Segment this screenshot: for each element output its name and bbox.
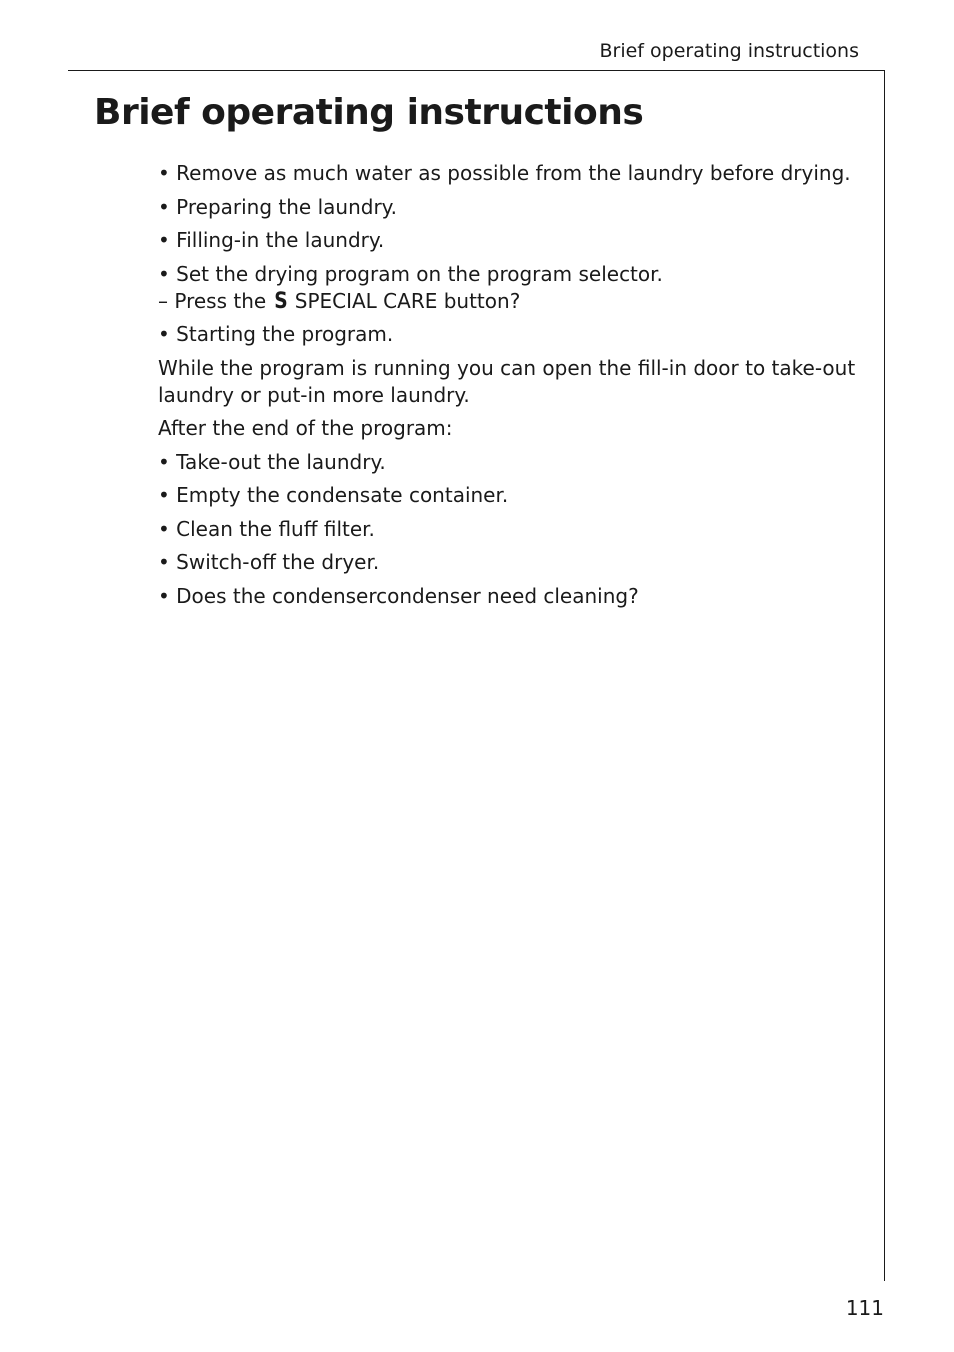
step-preparing: • Preparing the laundry. xyxy=(158,194,398,219)
instructions-body xyxy=(158,160,863,616)
list-item xyxy=(158,227,863,254)
step-condenser-check: • Does the condensercondenser need cleaning? xyxy=(158,583,639,608)
side-rule xyxy=(884,70,885,1281)
list-item xyxy=(158,449,863,476)
list-item xyxy=(158,583,863,610)
list-item xyxy=(158,549,863,576)
list-item xyxy=(158,261,863,315)
after-end-heading: After the end of the program: xyxy=(158,416,453,440)
list-item xyxy=(158,160,863,187)
running-note: While the program is running you can open the fill-in door to take-out laundry or put-in more laundry. xyxy=(158,355,856,407)
list-item xyxy=(158,194,863,221)
step-clean-filter: • Clean the fluff filter. xyxy=(158,516,375,541)
special-care-prefix: – Press the xyxy=(158,288,273,313)
special-care-icon: S xyxy=(273,288,288,314)
list-item xyxy=(158,516,863,543)
step-take-out: • Take-out the laundry. xyxy=(158,449,386,474)
step-switch-off: • Switch-off the dryer. xyxy=(158,550,380,574)
paragraph xyxy=(158,355,863,409)
list-item xyxy=(158,321,863,348)
step-set-program: • Set the drying program on the program selector. xyxy=(158,261,663,286)
header-rule xyxy=(68,70,885,71)
step-empty-container: • Empty the condensate container. xyxy=(158,483,509,507)
page-title: Brief operating instructions xyxy=(94,92,644,133)
running-header: Brief operating instructions xyxy=(599,40,859,62)
step-starting: • Starting the program. xyxy=(158,322,394,346)
step-filling-in: • Filling-in the laundry. xyxy=(158,228,385,252)
special-care-suffix: SPECIAL CARE button? xyxy=(288,288,521,313)
list-item xyxy=(158,482,863,509)
paragraph xyxy=(158,415,863,442)
step-special-care xyxy=(158,288,863,315)
step-remove-water: • Remove as much water as possible from the laundry before drying. xyxy=(158,161,851,185)
page-number: 111 xyxy=(845,1296,884,1320)
